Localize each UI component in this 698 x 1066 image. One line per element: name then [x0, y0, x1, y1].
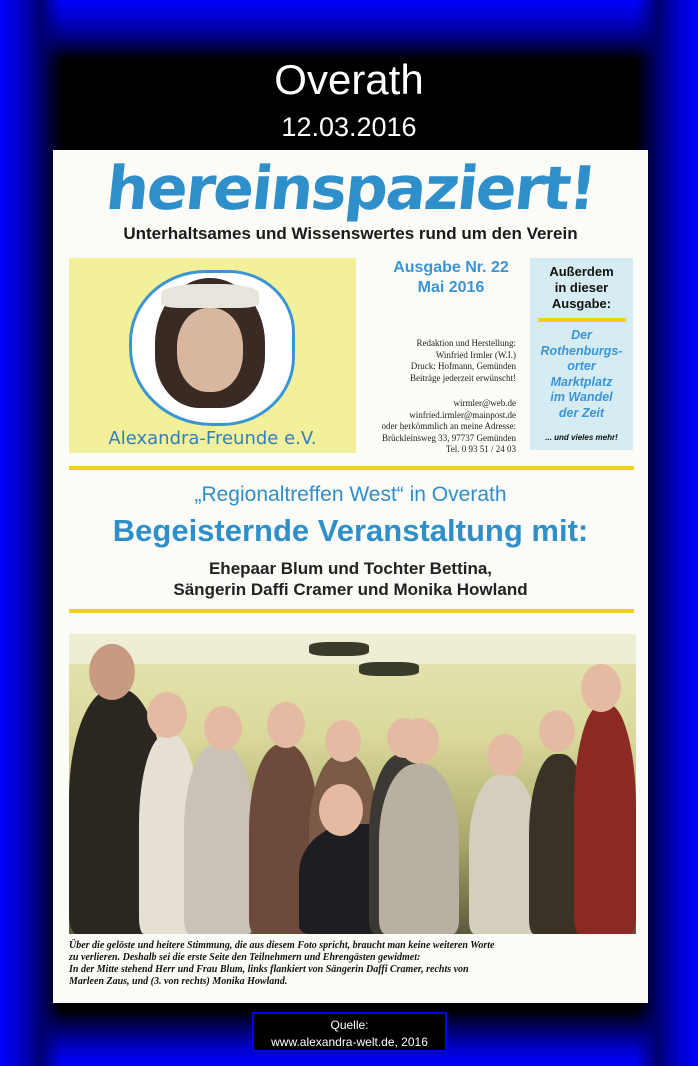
photo-person-head — [581, 664, 621, 712]
teaser-heading-line: Außerdem — [549, 264, 614, 279]
yellow-divider — [69, 609, 634, 613]
photo-person-head — [487, 734, 523, 776]
credits-line: Redaktion und Herstellung: — [416, 338, 516, 348]
issue-teaser-box — [530, 258, 633, 450]
credits-line: Winfried Irmler (W.I.) — [435, 349, 516, 360]
caption-line: Über die gelöste und heitere Stimmung, die aus diesem Foto spricht, braucht man keine weiteren Worte — [69, 940, 495, 951]
group-photo — [69, 634, 636, 934]
photo-person-head — [325, 720, 361, 762]
logo-portrait-face — [177, 308, 243, 392]
issue-month: Mai 2016 — [417, 279, 485, 296]
teaser-heading — [530, 264, 633, 312]
photo-ceiling-vent — [359, 662, 419, 676]
club-logo — [69, 258, 356, 453]
newsletter-subtitle: Unterhaltsames und Wissenswertes rund um den Verein — [123, 224, 578, 243]
teaser-topic-line: der Zeit — [558, 405, 605, 420]
newsletter-scan — [53, 150, 648, 1003]
logo-caption: Alexandra-Freunde e.V. — [108, 428, 317, 449]
photo-person-head — [399, 718, 439, 764]
credits-line: Beiträge jederzeit erwünscht! — [410, 372, 516, 383]
teaser-topic-line: orter — [567, 359, 596, 373]
caption-line: In der Mitte stehend Herr und Frau Blum, links flankiert von Sängerin Daffi Cramer, rechts von — [69, 964, 469, 975]
headline-top: „Regionaltreffen West“ in Overath — [194, 483, 507, 506]
teaser-topic-line: Der — [571, 328, 592, 342]
editorial-credits — [371, 338, 516, 456]
logo-portrait-headband — [161, 284, 259, 308]
source-url: www.alexandra-welt.de, 2016 — [271, 1035, 428, 1049]
teaser-more: ... und vieles mehr! — [545, 433, 618, 442]
teaser-heading-line: Ausgabe: — [551, 296, 612, 311]
photo-person-head — [147, 692, 187, 738]
photo-person — [184, 744, 254, 934]
page-title: Overath — [274, 56, 424, 103]
caption-line: Marleen Zaus, und (3. von rechts) Monika Howland. — [69, 976, 288, 987]
headline-sub-line: Ehepaar Blum und Tochter Bettina, — [208, 559, 493, 578]
credits-line: Druck: Hofmann, Gemünden — [410, 361, 516, 371]
issue-info — [371, 258, 531, 298]
photo-person-head — [89, 644, 135, 700]
issue-number: Ausgabe Nr. 22 — [393, 259, 509, 276]
headline-sub-line: Sängerin Daffi Cramer und Monika Howland — [173, 580, 528, 599]
caption-line: zu verlieren. Deshalb sei die erste Seite den Teilnehmern und Ehrengästen gewidmet: — [69, 952, 421, 963]
yellow-divider — [69, 466, 634, 470]
photo-person-head — [539, 710, 575, 752]
teaser-topic-line: Rothenburgs- — [540, 343, 623, 358]
photo-person-head — [267, 702, 305, 748]
photo-person-head — [319, 784, 363, 836]
teaser-divider — [538, 318, 626, 322]
photo-person-head — [204, 706, 242, 750]
photo-person — [379, 764, 459, 934]
photo-caption — [69, 940, 637, 988]
credits-phone: Tel. 0 93 51 / 24 03 — [445, 444, 516, 454]
page-date: 12.03.2016 — [281, 112, 417, 142]
teaser-topic-line: im Wandel — [550, 390, 613, 404]
teaser-heading-line: in dieser — [554, 280, 609, 295]
headline-sub — [53, 558, 648, 600]
headline-main: Begeisternde Veranstaltung mit: — [112, 513, 589, 548]
teaser-topic-line: Marktplatz — [550, 374, 613, 389]
source-box — [252, 1012, 447, 1052]
photo-ceiling-vent — [309, 642, 369, 656]
teaser-topic — [530, 328, 633, 421]
photo-person — [574, 704, 636, 934]
credits-email: wirmler@web.de — [453, 398, 516, 408]
newsletter-masthead: hereinspaziert! — [102, 154, 599, 224]
credits-line: oder herkömmlich an meine Adresse: — [381, 421, 516, 431]
credits-address: Brückleinsweg 33, 97737 Gemünden — [382, 432, 516, 443]
credits-email: winfried.irmler@mainpost.de — [409, 409, 516, 420]
source-label: Quelle: — [330, 1018, 369, 1032]
